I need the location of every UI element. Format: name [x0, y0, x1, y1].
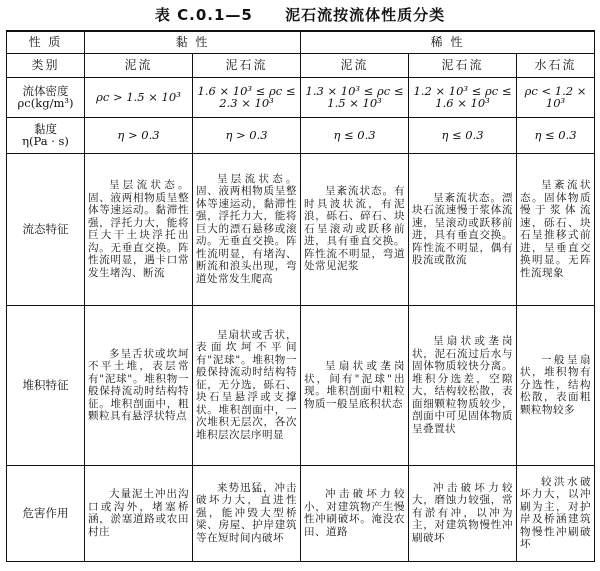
viscosity-label-name: 黏度 — [34, 121, 57, 136]
flow-state-cell: 呈层流状态。固、液两相物质呈整体等速运动。黏滞性强，浮托力大，能将巨大干土块浮托出沟。无垂直交换。阵性流明显，遇卡口常发生堵沟、断流 — [85, 153, 193, 305]
deposit-cell: 多呈舌状或坎坷不平土堆，表层常有"泥球"。堆积物一般保持流动时结构特征。堆积剖面中，粗颗粒具有悬浮状特点 — [85, 305, 193, 465]
density-cell: ρc < 1.2 × 10³ — [517, 77, 595, 117]
category-debrisflow-dilute: 泥石流 — [409, 53, 517, 77]
header-category: 类别 — [7, 53, 85, 77]
hazard-cell: 较洪水破坏力大，以冲刷为主，对护岸及桥涵建筑物慢性冲刷破坏 — [517, 465, 595, 561]
category-debrisflow-viscous: 泥石流 — [193, 53, 301, 77]
table-name: 泥石流按流体性质分类 — [285, 6, 446, 24]
density-cell: 1.2 × 10³ ≤ ρc ≤ 1.6 × 10³ — [409, 77, 517, 117]
flow-state-cell: 呈层流状态。固、液两相物质呈整体等速运动，黏滞性强，浮托力大，能将巨大的漂石悬移或滚动。无垂直交换。阵性流明显，有堵沟、断流和浪头出现，弯道处常发生爬高 — [193, 153, 301, 305]
viscosity-cell: η ≤ 0.3 — [301, 117, 409, 153]
flow-state-cell: 呈紊流状态。有时具波状流，有泥浪，砾石、碎石、块石呈滚动或跃移前进，具有垂直交换。阵性流不明显，弯道处常见泥浆 — [301, 153, 409, 305]
viscosity-label-unit: η(Pa · s) — [22, 134, 69, 148]
density-cell: ρc > 1.5 × 10³ — [85, 77, 193, 117]
density-cell: 1.6 × 10³ ≤ ρc ≤ 2.3 × 10³ — [193, 77, 301, 117]
header-dilute: 稀 性 — [301, 31, 595, 53]
deposit-cell: 一般呈扇状，堆积物有分选性，结构松散，表面粗颗粒物较多 — [517, 305, 595, 465]
hazard-cell: 冲击破坏力较小，对建筑物产生慢性冲刷破坏。淹没农田、道路 — [301, 465, 409, 561]
deposit-cell: 呈扇状或舌状，表面坎坷不平间有"泥球"。堆积物一般保持流动时结构特征，无分选，砾石、块石呈悬浮或支撑状。堆积剖面中，一次堆积无层次，各次堆积层次层序明显 — [193, 305, 301, 465]
hazard-cell: 大量泥土冲出沟口或沟外，堵塞桥涵，淤塞道路或农田村庄 — [85, 465, 193, 561]
hazard-cell: 来势迅猛，冲击破坏力大，直进性强，能冲毁大型桥梁、房屋、护岸建筑等在短时间内破坏 — [193, 465, 301, 561]
density-cell: 1.3 × 10³ ≤ ρc ≤ 1.5 × 10³ — [301, 77, 409, 117]
header-viscous: 黏 性 — [85, 31, 301, 53]
row-label-hazard: 危害作用 — [7, 465, 85, 561]
density-label-name: 流体密度 — [22, 83, 69, 98]
row-label-viscosity — [7, 117, 85, 153]
row-label-density — [7, 77, 85, 117]
viscosity-cell: η > 0.3 — [85, 117, 193, 153]
row-label-flow-state: 流态特征 — [7, 153, 85, 305]
category-mudflow-viscous: 泥流 — [85, 53, 193, 77]
classification-table — [6, 30, 595, 562]
deposit-cell: 呈扇状或垄岗状，间有"泥球"出现。堆积剖面中粗粒物质一般呈底积状态 — [301, 305, 409, 465]
hazard-cell: 冲击破坏力较大，磨蚀力较强，常有淤有冲，以冲为主，对建筑物慢性冲刷破坏 — [409, 465, 517, 561]
row-label-deposit: 堆积特征 — [7, 305, 85, 465]
flow-state-cell: 呈紊流状态。漂块石流速慢于浆体流速，呈滚动或跃移前进，具有垂直交换。阵性流不明显，偶有股流或散流 — [409, 153, 517, 305]
deposit-cell: 呈扇状或垄岗状，泥石流过后水与固体物质较快分离。堆积分选差，空隙大，结构较松散，表面细颗粒物质较少，剖面中可见固体物质呈叠置状 — [409, 305, 517, 465]
table-number: 表 C.0.1—5 — [154, 6, 253, 24]
viscosity-cell: η ≤ 0.3 — [409, 117, 517, 153]
viscosity-cell: η > 0.3 — [193, 117, 301, 153]
category-mudflow-dilute: 泥流 — [301, 53, 409, 77]
header-property: 性 质 — [7, 31, 85, 53]
table-title — [0, 0, 600, 30]
category-waterrockflow: 水石流 — [517, 53, 595, 77]
flow-state-cell: 呈紊流状态。固体物质慢于浆体流速，砾石、块石呈推移式前进，呈垂直交换明显。无阵性流现象 — [517, 153, 595, 305]
density-label-unit: ρc(kg/m³) — [17, 96, 74, 110]
viscosity-cell: η ≤ 0.3 — [517, 117, 595, 153]
